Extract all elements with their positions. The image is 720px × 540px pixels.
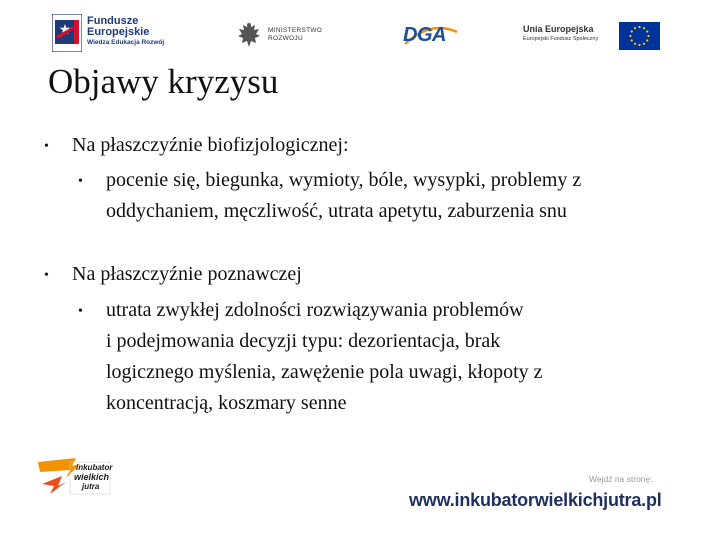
slide-title: Objawy kryzysu [48,62,279,101]
sub-bullet-marker: • [78,174,83,189]
eagle-emblem-icon [236,20,262,50]
bullet-item [0,259,720,290]
header-logo-bar [0,0,720,62]
ministerstwo-rozwoju-logo [236,20,336,52]
dga-logo [403,24,458,48]
eu-star-icon [631,30,633,32]
eu-star-icon [647,35,649,37]
unia-europejska-logo [523,22,663,52]
eu-star-icon [646,30,648,32]
eu-star-icon [629,35,631,37]
sub-bullet-line: utrata zwykłej zdolności rozwiązywania problemów [106,299,524,321]
fe-subtitle: Wiedza Edukacja Rozwój [87,39,165,46]
ministerstwo-text [268,27,322,43]
sub-bullet-line: logicznego myślenia, zawężenie pola uwagi, kłopoty z [106,361,543,383]
fe-title-line1: Fundusze [87,15,139,27]
eu-star-icon [643,43,645,45]
sub-bullet-line: oddychaniem, męczliwość, utrata apetytu, zaburzenia snu [106,200,567,222]
bullet-marker: • [44,139,49,154]
eu-star-icon [638,44,640,46]
fundusze-europejskie-text [87,16,164,48]
ue-title: Unia Europejska [523,24,594,34]
eu-star-icon [634,43,636,45]
inkubator-logo-line1: inkubator [76,463,113,472]
ue-subtitle: Europejski Fundusz Społeczny [523,36,599,42]
bullet-item [0,130,720,161]
sub-bullet-line: pocenie się, biegunka, wymioty, bóle, wysypki, problemy z [106,169,582,191]
inkubator-logo-line2: wielkich [74,472,110,482]
bullet-text: Na płaszczyźnie poznawczej [72,263,302,285]
sub-bullet-line: koncentracją, koszmary senne [106,392,347,414]
website-url-link[interactable]: www.inkubatorwielkichjutra.pl [409,490,662,510]
inkubator-wielkich-jutra-logo [36,456,112,496]
unia-europejska-text [523,24,598,44]
dga-wordmark: DGA [403,24,446,46]
eu-star-icon [643,27,645,29]
fundusze-europejskie-logo [52,14,172,56]
bullet-text: Na płaszczyźnie biofizjologicznej: [72,134,349,156]
eu-star-icon [646,39,648,41]
eu-flag-icon [619,22,660,50]
visit-website-hint: Wejdź na stronę: [589,474,653,484]
inkubator-logo-line3: jutra [82,482,100,491]
eu-star-icon [634,27,636,29]
fe-title-line2: Europejskie [87,26,150,38]
bullet-marker: • [44,268,49,283]
sub-bullet-marker: • [78,304,83,319]
fundusze-europejskie-flag-icon [52,14,82,52]
sub-bullet-line: i podejmowania decyzji typu: dezorientacja, brak [106,330,501,352]
eu-star-icon [631,39,633,41]
eu-star-icon [638,26,640,28]
ministerstwo-line2: ROZWOJU [268,35,303,42]
ministerstwo-line1: MINISTERSTWO [268,27,323,34]
